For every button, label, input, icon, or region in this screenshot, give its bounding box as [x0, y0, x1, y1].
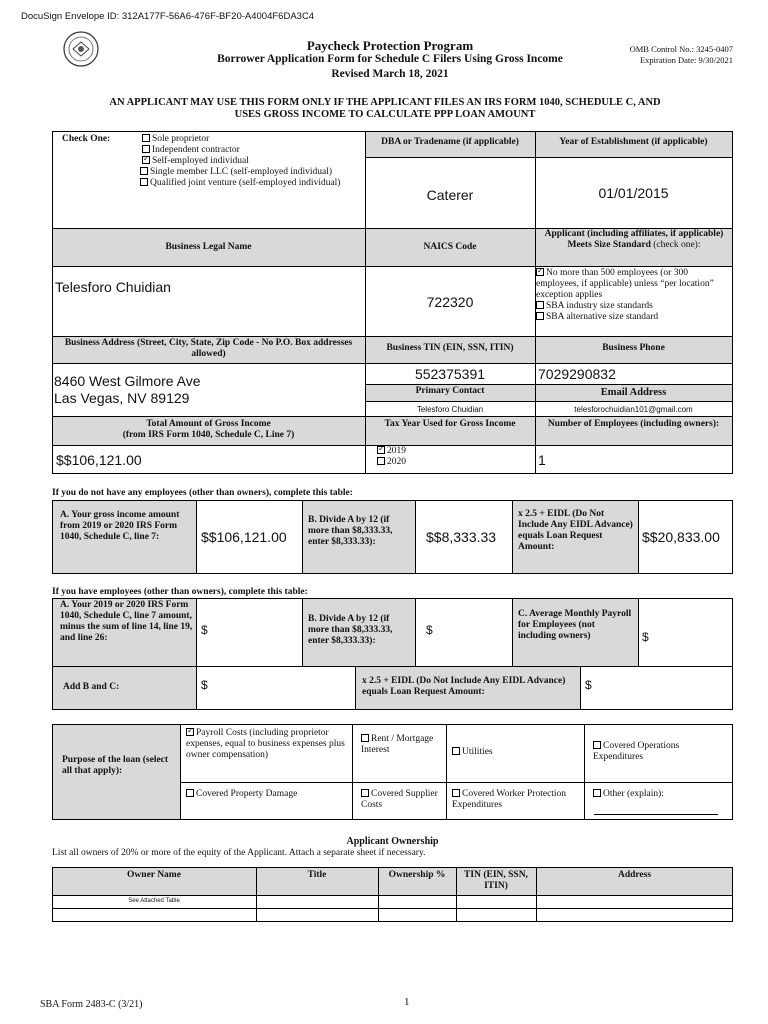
notice-line2: USES GROSS INCOME TO CALCULATE PPP LOAN AMOUNT: [234, 109, 536, 120]
tin-field[interactable]: 552375391: [414, 366, 486, 382]
omb-number: OMB Control No.: 3245-0407: [629, 44, 733, 54]
option-2019[interactable]: ✓2019: [377, 446, 406, 457]
no-emp-a-field[interactable]: $$106,121.00: [201, 529, 287, 545]
other-explain-line[interactable]: [594, 814, 718, 815]
legal-name-label: Business Legal Name: [165, 242, 252, 252]
legal-name-field[interactable]: Telesforo Chuidian: [55, 279, 171, 295]
col-tin: TIN (EIN, SSN, ITIN): [464, 870, 528, 891]
checkbox-icon[interactable]: [142, 134, 150, 142]
add-bc-label: Add B and C:: [63, 682, 120, 692]
form-revised: Revised March 18, 2021: [331, 68, 449, 80]
checkbox-icon[interactable]: [593, 741, 601, 749]
option-2020[interactable]: 2020: [377, 457, 406, 468]
form-subtitle: Borrower Application Form for Schedule C Filers Using Gross Income: [217, 53, 563, 65]
col-address: Address: [617, 870, 652, 880]
purpose-rent[interactable]: Rent / Mortgage Interest: [361, 734, 434, 755]
purpose-supplier[interactable]: Covered Supplier Costs: [361, 789, 438, 810]
col-owner-name: Owner Name: [127, 870, 181, 880]
form-number: SBA Form 2483-C (3/21): [40, 999, 143, 1010]
sba-seal-icon: [62, 30, 100, 68]
employees-label: Number of Employees (including owners):: [547, 419, 720, 429]
checkbox-icon[interactable]: [593, 789, 601, 797]
checkbox-icon[interactable]: [377, 457, 385, 465]
option-joint-venture[interactable]: Qualified joint venture (self-employed individual): [140, 178, 357, 189]
year-est-label: Year of Establishment (if applicable): [559, 137, 708, 147]
check-one-label: Check One:: [62, 134, 111, 144]
envelope-id: DocuSign Envelope ID: 312A177F-56A6-476F-BF20-A4004F6DA3C4: [21, 11, 315, 22]
purpose-payroll[interactable]: ✓Payroll Costs (including proprietor expenses, equal to business expenses plus owner compensation): [186, 728, 350, 761]
option-500-employees[interactable]: ✓No more than 500 employees (or 300 employees, if applicable) unless “per location” exception applies: [536, 268, 732, 301]
purpose-label: Purpose of the loan (select all that apply):: [62, 755, 169, 776]
emp-a-field[interactable]: $: [201, 623, 208, 637]
employees-heading: If you have employees (other than owners), complete this table:: [52, 587, 308, 597]
primary-contact-label: Primary Contact: [415, 386, 485, 396]
option-sole-proprietor[interactable]: Sole proprietor: [142, 134, 357, 145]
purpose-worker[interactable]: Covered Worker Protection Expenditures: [452, 789, 567, 810]
address-label: Business Address (Street, City, State, Zip Code - No P.O. Box addresses allowed): [64, 338, 353, 359]
emp-c-field[interactable]: $: [642, 630, 649, 644]
emp-b-label: B. Divide A by 12 (if more than $8,333.33, enter $8,333.33):: [308, 614, 393, 646]
checkbox-icon[interactable]: [536, 301, 544, 309]
emp-c-label: C. Average Monthly Payroll for Employees (not including owners): [518, 609, 632, 641]
checkbox-icon[interactable]: [452, 747, 460, 755]
no-emp-c-label: x 2.5 + EIDL (Do Not Include Any EIDL Advance) equals Loan Request Amount:: [518, 509, 633, 552]
size-standard-label: Applicant (including affiliates, if applicable) Meets Size Standard (check one):: [544, 229, 724, 250]
dba-label: DBA or Tradename (if applicable): [381, 137, 519, 147]
employees-field[interactable]: 1: [538, 452, 546, 468]
purpose-other[interactable]: Other (explain):: [593, 789, 729, 800]
option-independent-contractor[interactable]: Independent contractor: [142, 145, 357, 156]
form-title: Paycheck Protection Program: [306, 38, 474, 53]
table-row[interactable]: See Attached Table: [128, 898, 180, 904]
phone-label: Business Phone: [602, 343, 665, 353]
page-number: 1: [404, 996, 410, 1008]
email-field[interactable]: telesforochuidian101@gmail.com: [574, 405, 693, 414]
purpose-utilities[interactable]: Utilities: [452, 747, 577, 758]
option-self-employed[interactable]: ✓Self-employed individual: [142, 156, 357, 167]
size-standard-options: [536, 268, 732, 323]
primary-contact-field[interactable]: Telesforo Chuidian: [416, 405, 484, 414]
option-industry-size[interactable]: SBA industry size standards: [536, 301, 732, 312]
checkbox-checked-icon[interactable]: [536, 268, 544, 276]
checkbox-checked-icon[interactable]: [142, 156, 150, 164]
email-label: Email Address: [600, 387, 667, 398]
col-title: Title: [307, 870, 327, 880]
tax-year-options: [377, 446, 406, 468]
naics-field[interactable]: 722320: [426, 294, 474, 310]
checkbox-icon[interactable]: [140, 167, 148, 175]
checkbox-icon[interactable]: [186, 789, 194, 797]
gross-income-field[interactable]: $$106,121.00: [56, 452, 142, 468]
tin-label: Business TIN (EIN, SSN, ITIN): [386, 343, 514, 353]
checkbox-checked-icon[interactable]: [186, 728, 194, 736]
notice-line1: AN APPLICANT MAY USE THIS FORM ONLY IF THE APPLICANT FILES AN IRS FORM 1040, SCHEDULE C, AND: [109, 97, 661, 108]
emp-b-field[interactable]: $: [426, 623, 433, 637]
address-field[interactable]: 8460 West Gilmore Ave Las Vegas, NV 89129: [54, 373, 201, 406]
option-alternative-size[interactable]: SBA alternative size standard: [536, 312, 732, 323]
naics-label: NAICS Code: [423, 242, 477, 252]
emp-loan-field[interactable]: $: [585, 678, 592, 692]
phone-field[interactable]: 7029290832: [538, 366, 616, 382]
checkbox-icon[interactable]: [142, 145, 150, 153]
checkbox-icon[interactable]: [361, 789, 369, 797]
no-emp-a-label: A. Your gross income amount from 2019 or 2020 IRS Form 1040, Schedule C, line 7:: [60, 510, 180, 542]
year-est-field[interactable]: 01/01/2015: [598, 185, 669, 201]
emp-loan-label: x 2.5 + EIDL (Do Not Include Any EIDL Advance) equals Loan Request Amount:: [362, 676, 566, 697]
checkbox-icon[interactable]: [452, 789, 460, 797]
tax-year-label: Tax Year Used for Gross Income: [384, 419, 516, 429]
dba-field[interactable]: Caterer: [426, 187, 474, 203]
gross-income-label: Total Amount of Gross Income (from IRS Form 1040, Schedule C, Line 7): [122, 419, 295, 440]
checkbox-icon[interactable]: [361, 734, 369, 742]
col-ownership-pct: Ownership %: [388, 870, 446, 880]
checkbox-icon[interactable]: [536, 312, 544, 320]
purpose-operations[interactable]: Covered Operations Expenditures: [593, 741, 680, 762]
emp-a-label: A. Your 2019 or 2020 IRS Form 1040, Schedule C, line 7 amount, minus the sum of line 14, line 19, and line 26:: [60, 600, 193, 643]
option-single-member-llc[interactable]: Single member LLC (self-employed individual): [140, 167, 357, 178]
purpose-property[interactable]: Covered Property Damage: [186, 789, 336, 800]
ownership-instruction: List all owners of 20% or more of the equity of the Applicant. Attach a separate sheet if necessary.: [52, 848, 426, 858]
ownership-title: Applicant Ownership: [346, 836, 439, 847]
expiration-date: Expiration Date: 9/30/2021: [639, 55, 733, 65]
add-bc-field[interactable]: $: [201, 678, 208, 692]
checkbox-icon[interactable]: [140, 178, 148, 186]
no-emp-b-label: B. Divide A by 12 (if more than $8,333.33, enter $8,333.33):: [308, 515, 393, 547]
checkbox-checked-icon[interactable]: [377, 446, 385, 454]
no-employees-heading: If you do not have any employees (other than owners), complete this table:: [52, 488, 353, 498]
no-emp-b-field[interactable]: $$8,333.33: [426, 529, 497, 545]
business-type-options: [142, 134, 357, 189]
no-emp-c-field[interactable]: $$20,833.00: [642, 529, 720, 545]
